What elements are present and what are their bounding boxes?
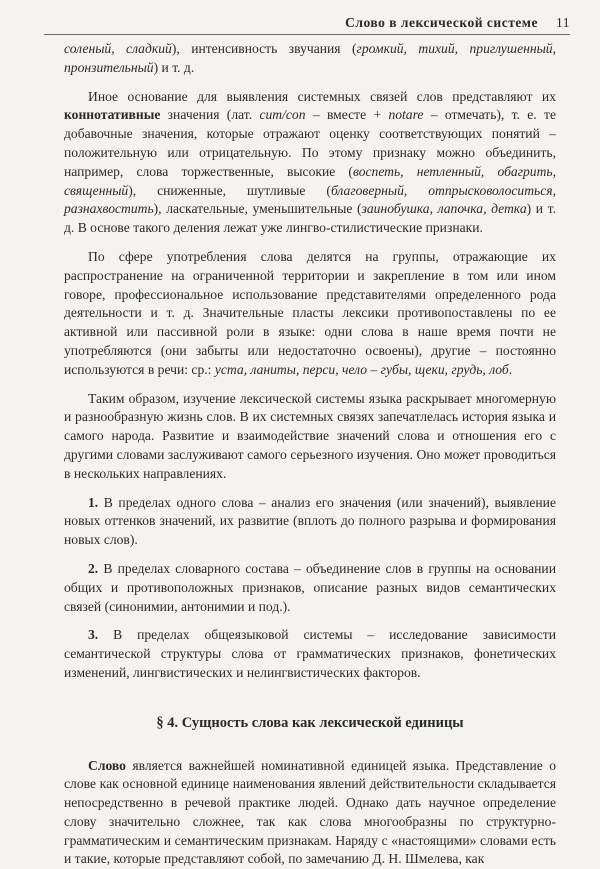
italic-examples: громкий, тихий, приглушенный, пронзительный [64, 41, 556, 75]
paragraph-summary [64, 390, 556, 484]
page-number: 11 [556, 15, 570, 34]
text-run: – [367, 362, 381, 377]
list-item-2 [64, 560, 556, 616]
text-run: В пределах словарного состава – объединение слов в группы на основании общих и противоположных признаков, описание разных видов семантических связей (синонимии, антонимии и под.). [64, 561, 556, 614]
term-word: Слово [88, 758, 126, 773]
text-run: ), интенсивность звучания ( [172, 41, 357, 56]
term-connotative: коннотативные [64, 107, 160, 122]
text-run: – вместе + [306, 107, 389, 122]
text-run: В пределах общеязыковой системы – исследование зависимости семантической структуры слова от грамматических признаков, фонетических изменений, лингвистических и нелингвистических факторов. [64, 627, 556, 680]
list-item-3 [64, 626, 556, 682]
paragraph-word-definition [64, 757, 556, 869]
paragraph-continuation [64, 40, 556, 78]
text-run: В пределах одного слова – анализ его значения (или значений), выявление новых оттенков значений, их развитие (вплоть до полного разрыва и формирования новых слов). [64, 495, 556, 548]
list-number: 1. [88, 495, 98, 510]
list-number: 2. [88, 561, 98, 576]
paragraph-connotative [64, 88, 556, 238]
list-item-1 [64, 494, 556, 550]
italic-examples: благоверный, отпрысковолоситься, разнахвостить [64, 183, 556, 217]
running-header [44, 10, 570, 35]
text-run: ), ласкательные, уменьшительные ( [154, 201, 362, 216]
text-run: По сфере употребления слова делятся на группы, отражающие их распространение на ограниченной территории и закрепление в том или ином говоре, профессиональное использование представителями определенного рода деятельности и т. д. Значительные пласты лексики противопоставлены по ее активной или пассивной роли в языке: одни слова в наше время почти не употребляются (они забыты или недостаточно освоены), другие – постоянно используются в речи: ср.: [64, 249, 556, 377]
text-run: Иное основание для выявления системных связей слов представляют их [88, 89, 556, 104]
list-number: 3. [88, 627, 98, 642]
italic-examples: соленый, сладкий [64, 41, 172, 56]
italic-examples: уста, ланиты, перси, чело [215, 362, 367, 377]
text-run: ) и т. д. В основе такого деления лежат уже лингво-стилистические признаки. [64, 201, 556, 235]
page-body [64, 40, 556, 869]
italic-examples: воспеть, нетленный, обагрить, священный [64, 164, 556, 198]
text-run: Таким образом, изучение лексической системы языка раскрывает многомерную и разнообразную жизнь слов. В их системных связях запечатлелась история языка и самого народа. Развитие и взаимодействие значений слова и отношения его с другими словами заслуживают самого серьезного изучения. Оно может проводиться в нескольких направлениях. [64, 391, 556, 481]
latin-term: cum/con [259, 107, 305, 122]
text-run: значения (лат. [160, 107, 259, 122]
latin-term: notare [388, 107, 423, 122]
italic-examples: губы, щеки, грудь, лоб [381, 362, 509, 377]
text-run: ) и т. д. [154, 60, 195, 75]
header-title: Слово в лексической системе [345, 15, 538, 34]
text-run: является важнейшей номинативной единицей языка. Представление о слове как основной единице наименования явлений действительности складывается непосредственно в речевой практике людей. Однако дать научное определение слову значительно сложнее, так как слова многообразны по структурно-грамматическим и семантическим признакам. Наряду с «настоящими» словами есть и такие, которые представляют собой, по замечанию Д. Н. Шмелева, как [64, 758, 556, 867]
italic-examples: заинобушка, лапочка, детка [362, 201, 527, 216]
text-run: ), сниженные, шутливые ( [128, 183, 331, 198]
section-heading: § 4. Сущность слова как лексической единицы [64, 714, 556, 733]
text-run: . [509, 362, 512, 377]
text-run: – отмечать), т. е. те добавочные значения, которые отражают оценку соответствующих понятий – положительную или отрицательную. По этому признаку можно объединить, например, слова торжественные, высокие ( [64, 107, 556, 178]
paragraph-usage-sphere [64, 248, 556, 380]
